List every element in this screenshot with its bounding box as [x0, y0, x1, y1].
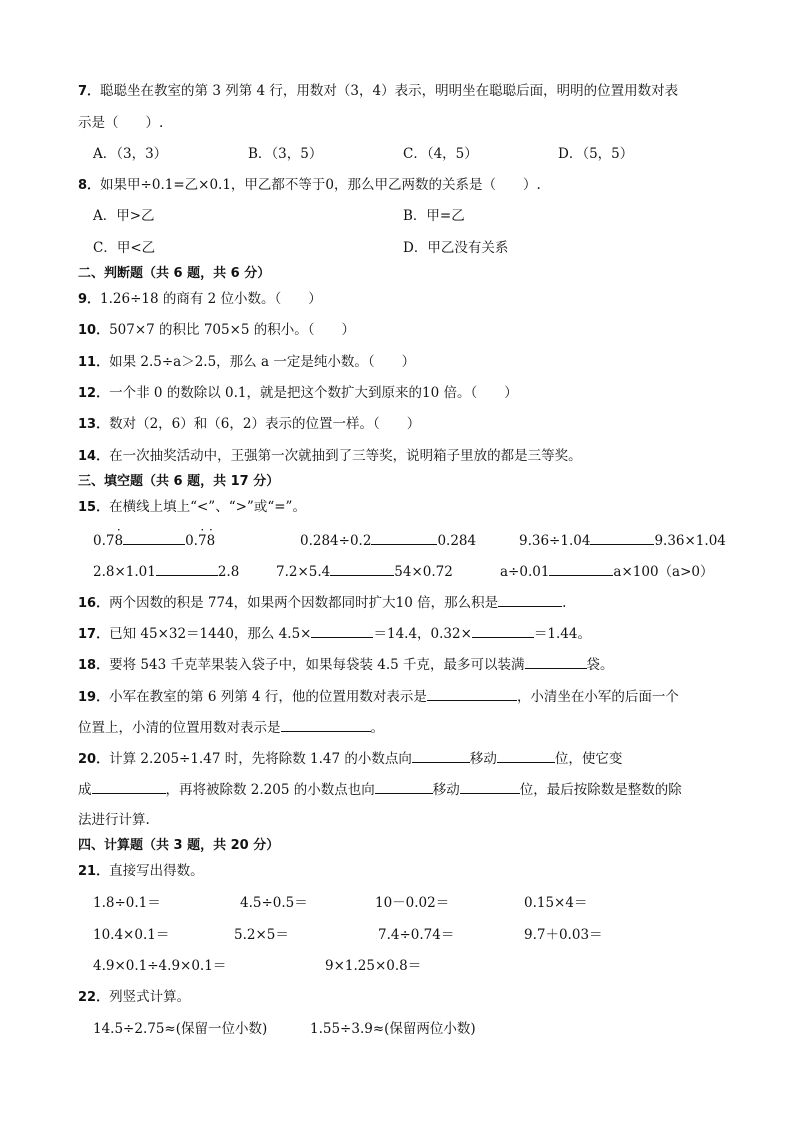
question-8	[78, 175, 541, 196]
section-heading-fill-in: 三、填空题（共 6 题，共 17 分）	[78, 474, 280, 489]
q21-item: 10.4×0.1＝	[93, 927, 170, 943]
question-11	[78, 352, 415, 373]
question-number: 18．	[78, 658, 110, 673]
question-number: 20．	[78, 752, 110, 767]
question-15	[78, 497, 306, 518]
answer-blank[interactable]	[590, 530, 654, 545]
question-number: 21．	[78, 864, 110, 879]
question-text: 小军在教室的第 6 列第 4 行，他的位置用数对表示是	[109, 689, 427, 705]
question-text: 在横线上填上“<”、“>”或“=”。	[109, 499, 306, 515]
question-text: 直接写出得数。	[109, 863, 204, 879]
answer-blank[interactable]	[498, 592, 562, 607]
left-expression: 2.8×1.01	[93, 564, 156, 580]
question-text: 计算 2.205÷1.47 时，先将除数 1.47 的小数点向	[109, 751, 412, 767]
question-text-end: .	[562, 595, 567, 611]
right-expression: 54×0.72	[394, 564, 453, 580]
answer-blank[interactable]	[123, 530, 185, 545]
question-18	[78, 654, 614, 676]
answer-blank[interactable]	[311, 623, 373, 638]
question-text: ＝14.4，0.32×	[373, 626, 472, 642]
q7-option-d[interactable]: D．（5，5）	[558, 146, 634, 162]
section-heading-calculation: 四、计算题（共 3 题，共 20 分）	[78, 838, 280, 853]
question-13	[78, 414, 420, 435]
question-number: 15．	[78, 500, 110, 515]
q21-item: 9.7＋0.03＝	[524, 927, 603, 943]
q21-item: 4.9×0.1÷4.9×0.1＝	[93, 958, 227, 974]
q21-item: 10－0.02＝	[375, 895, 450, 911]
answer-blank[interactable]	[281, 717, 371, 732]
question-19	[78, 686, 679, 708]
q8-option-b[interactable]: B．甲=乙	[403, 208, 465, 224]
question-number: 19．	[78, 690, 110, 705]
question-20	[78, 748, 622, 770]
left-expression: 0.7	[93, 533, 115, 549]
repeating-digit: 7 ·	[198, 531, 207, 551]
answer-blank[interactable]	[549, 561, 613, 576]
q22-item: 1.55÷3.9≈(保留两位小数)	[310, 1021, 476, 1037]
answer-blank[interactable]	[525, 654, 587, 669]
q8-option-c[interactable]: C．甲<乙	[93, 240, 156, 256]
q21-item: 5.2×5＝	[234, 927, 289, 943]
q15-item-3	[519, 530, 726, 551]
left-expression: 9.36÷1.04	[519, 533, 591, 549]
question-text-end: ＝1.44。	[533, 626, 591, 642]
question-text: 位置上，小清的位置用数对表示是	[78, 720, 281, 736]
question-number: 12．	[78, 386, 110, 401]
q21-item: 7.4÷0.74＝	[378, 927, 455, 943]
question-20-continued	[78, 779, 682, 800]
repeating-digit: 8 ·	[207, 531, 216, 551]
left-expression: 7.2×5.4	[276, 564, 331, 580]
question-text-end: 。	[370, 720, 384, 736]
q7-option-c[interactable]: C．（4，5）	[403, 146, 478, 162]
right-expression: a×100（a>0）	[613, 564, 714, 580]
answer-blank[interactable]	[412, 748, 470, 763]
question-16	[78, 592, 566, 614]
right-expression: 0.284	[437, 533, 477, 549]
repeating-digit: 8 ·	[114, 531, 123, 551]
q7-option-a[interactable]: A．（3，3）	[93, 146, 168, 162]
question-text: 如果 2.5÷a＞2.5，那么 a 一定是纯小数。（ ）	[109, 354, 416, 370]
question-text: 位，最后按除数是整数的除	[519, 782, 682, 798]
answer-blank[interactable]	[497, 748, 555, 763]
question-text: ，再将被除数 2.205 的小数点也向	[165, 782, 375, 798]
q21-item: 9×1.25×0.8＝	[325, 958, 422, 974]
question-text: 成	[78, 782, 92, 798]
q15-item-2	[300, 530, 476, 551]
q8-option-a[interactable]: A．甲>乙	[93, 208, 155, 224]
question-number: 16．	[78, 596, 110, 611]
question-text-end: 袋。	[586, 657, 614, 673]
q21-item: 0.15×4＝	[524, 895, 588, 911]
question-text: 要将 543 千克苹果装入袋子中，如果每袋装 4.5 千克，最多可以装满	[109, 657, 525, 673]
question-text: 在一次抽奖活动中，王强第一次就抽到了三等奖，说明箱子里放的都是三等奖。	[109, 448, 582, 464]
question-text: 507×7 的积比 705×5 的积小。（ ）	[109, 322, 356, 338]
question-number: 10．	[78, 323, 110, 338]
question-number: 9．	[78, 292, 101, 307]
left-expression: a÷0.01	[500, 564, 550, 580]
question-number: 17．	[78, 627, 110, 642]
q15-item-5	[276, 561, 453, 582]
answer-blank[interactable]	[460, 779, 520, 794]
question-number: 13．	[78, 417, 110, 432]
right-expression: 0.	[185, 533, 198, 549]
question-text: 已知 45×32＝1440，那么 4.5×	[109, 626, 312, 642]
answer-blank[interactable]	[427, 686, 517, 701]
question-14	[78, 446, 582, 467]
question-text: 列竖式计算。	[109, 989, 191, 1005]
question-text: 1.26÷18 的商有 2 位小数。（ ）	[100, 291, 322, 307]
question-9	[78, 289, 322, 310]
question-21	[78, 861, 204, 882]
question-12	[78, 383, 518, 404]
question-text: 两个因数的积是 774，如果两个因数都同时扩大10 倍，那么积是	[109, 595, 499, 611]
question-7-continued: 示是（ ）.	[78, 115, 164, 131]
question-10	[78, 320, 355, 341]
question-number: 7．	[78, 84, 101, 99]
question-text: 移动	[432, 782, 460, 798]
question-19-continued	[78, 717, 384, 738]
answer-blank[interactable]	[156, 561, 218, 576]
answer-blank[interactable]	[472, 623, 534, 638]
answer-blank[interactable]	[92, 779, 166, 794]
q15-item-1	[93, 530, 215, 551]
question-number: 8．	[78, 178, 101, 193]
answer-blank[interactable]	[371, 530, 437, 545]
question-number: 11．	[78, 355, 110, 370]
section-heading-judgement: 二、判断题（共 6 题，共 6 分）	[78, 266, 271, 281]
q7-option-b[interactable]: B．（3，5）	[248, 146, 323, 162]
q15-item-6	[500, 561, 714, 582]
question-text: 移动	[469, 751, 497, 767]
question-text: 聪聪坐在教室的第 3 列第 4 行，用数对（3，4）表示，明明坐在聪聪后面，明明的位置用数对表	[100, 83, 679, 99]
q21-item: 1.8÷0.1＝	[93, 895, 161, 911]
question-text: ，小清坐在小军的后面一个	[516, 689, 679, 705]
question-22	[78, 987, 190, 1008]
question-text: 位，使它变	[554, 751, 623, 767]
q21-item: 4.5÷0.5＝	[240, 895, 308, 911]
question-20-end: 法进行计算.	[78, 812, 150, 828]
question-text: 如果甲÷0.1=乙×0.1，甲乙都不等于0，那么甲乙两数的关系是（ ）.	[100, 177, 541, 193]
question-text: 数对（2，6）和（6，2）表示的位置一样。（ ）	[109, 416, 421, 432]
question-number: 22．	[78, 990, 110, 1005]
question-text: 一个非 0 的数除以 0.1，就是把这个数扩大到原来的10 倍。（ ）	[109, 385, 518, 401]
right-expression: 9.36×1.04	[654, 533, 726, 549]
right-expression: 2.8	[217, 564, 240, 580]
q15-item-4	[93, 561, 239, 582]
q8-option-d[interactable]: D．甲乙没有关系	[403, 240, 509, 256]
question-number: 14．	[78, 449, 110, 464]
question-17	[78, 623, 591, 645]
left-expression: 0.284÷0.2	[300, 533, 372, 549]
answer-blank[interactable]	[375, 779, 433, 794]
q22-item: 14.5÷2.75≈(保留一位小数)	[93, 1021, 268, 1037]
answer-blank[interactable]	[330, 561, 394, 576]
question-7	[78, 81, 678, 102]
